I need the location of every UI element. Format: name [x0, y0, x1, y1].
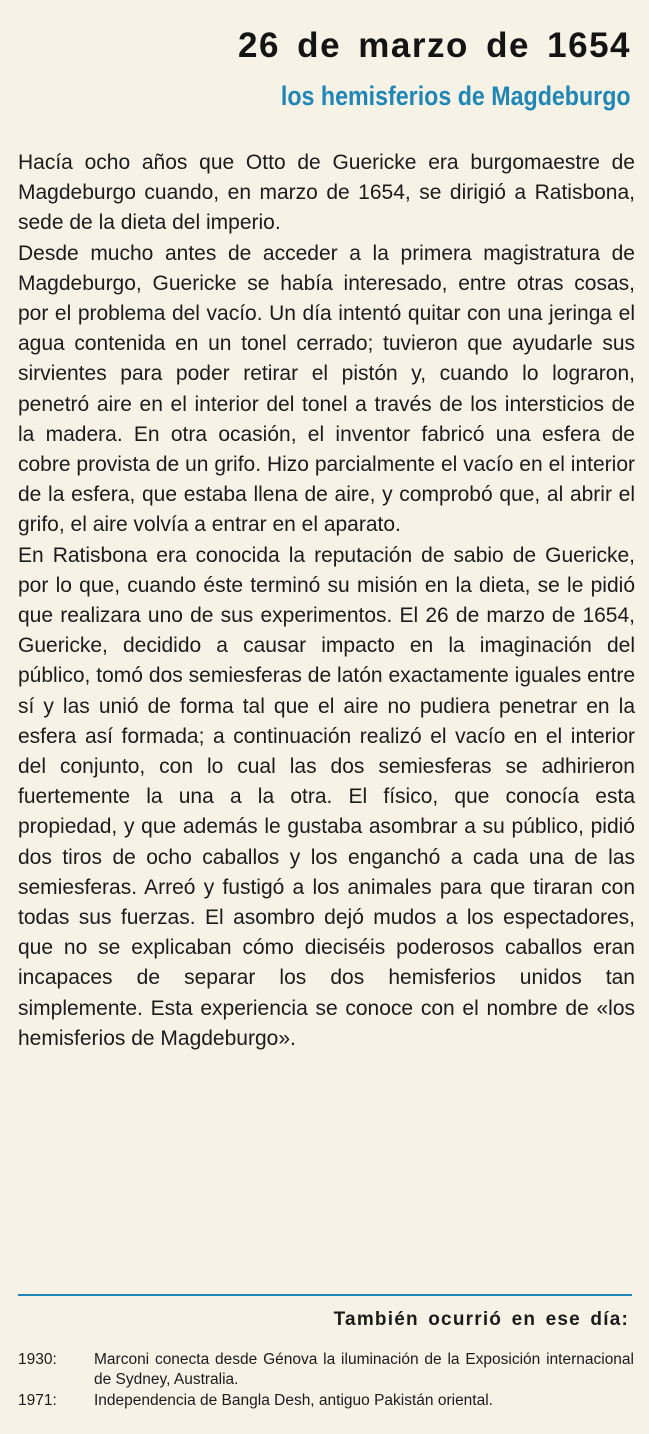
article-body: [18, 148, 635, 1054]
event-description: Marconi conecta desde Génova la iluminación de la Exposición internacional de Sydney, Australia.: [94, 1351, 634, 1388]
section-divider: [18, 1294, 632, 1296]
article-paragraph: En Ratisbona era conocida la reputación de sabio de Guericke, por lo que, cuando éste terminó su misión en la dieta, se le pidió que realizara uno de sus experimentos. El 26 de marzo de 1654, Guericke, decidido a causar impacto en la imaginación del público, tomó dos semiesferas de latón exactamente iguales entre sí y las unió de forma tal que el aire no pudiera penetrar en la esfera así formada; a continuación realizó el vacío en el interior del conjunto, con lo cual las dos semiesferas se adhirieron fuertemente la una a la otra. El físico, que conocía esta propiedad, y que además le gustaba asombrar a su público, pidió dos tiros de ocho caballos y los enganchó a cada una de las semiesferas. Arreó y fustigó a los animales para que tiraran con todas sus fuerzas. El asombro dejó mudos a los espectadores, que no se explicaban cómo dieciséis poderosos caballos eran incapaces de separar los dos hemisferios unidos tan simplemente. Esta experiencia se conoce con el nombre de «los hemisferios de Magdeburgo».: [18, 543, 635, 1050]
article-subtitle: los hemisferios de Magdeburgo: [281, 81, 631, 111]
event-year: 1971:: [18, 1392, 57, 1409]
list-item: [18, 1391, 634, 1411]
article-paragraph: Hacía ocho años que Otto de Guericke era burgomaestre de Magdeburgo cuando, en marzo de 1654, se dirigió a Ratisbona, sede de la dieta del imperio.: [18, 151, 635, 235]
also-happened-heading: También ocurrió en ese día:: [333, 1309, 629, 1330]
page-header: [224, 24, 631, 114]
article-paragraph: Desde mucho antes de acceder a la primera magistratura de Magdeburgo, Guericke se había interesado, entre otras cosas, por el problema del vacío. Un día intentó quitar con una jeringa el agua contenida en un tonel cerrado; tuvieron que ayudarle sus sirvientes para poder retirar el pistón y, cuando lo lograron, penetró aire en el interior del tonel a través de los intersticios de la madera. En otra ocasión, el inventor fabricó una esfera de cobre provista de un grifo. Hizo parcialmente el vacío en el interior de la esfera, que estaba llena de aire, y comprobó que, al abrir el grifo, el aire volvía a entrar en el aparato.: [18, 241, 635, 537]
list-item: [18, 1350, 634, 1390]
event-year: 1930:: [18, 1351, 57, 1368]
date-title: 26 de marzo de 1654: [238, 26, 631, 65]
event-description: Independencia de Bangla Desh, antiguo Pakistán oriental.: [94, 1392, 493, 1409]
events-list: [18, 1350, 634, 1412]
